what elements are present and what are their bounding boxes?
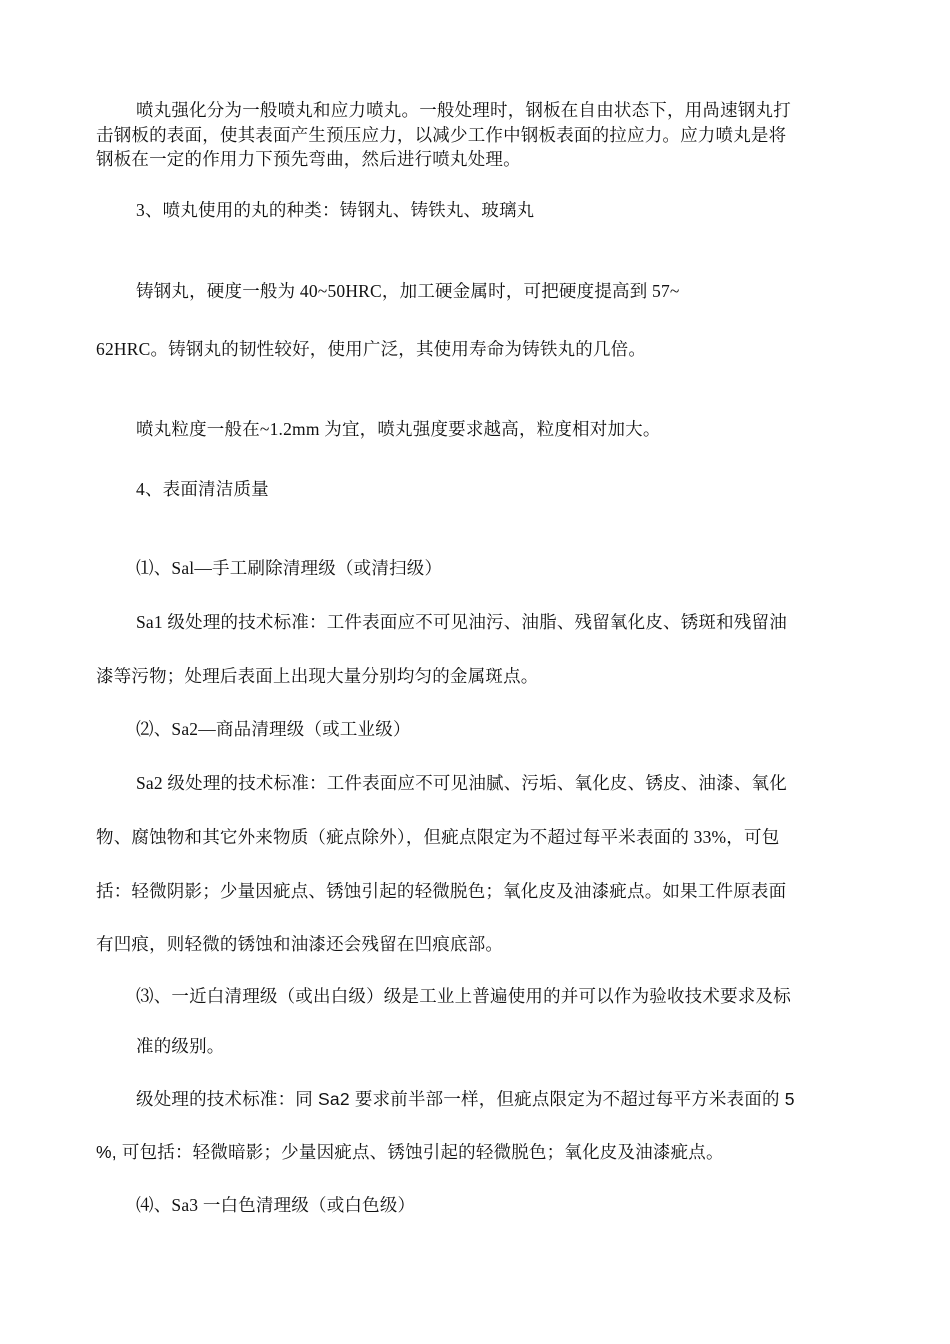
paragraph-line: 击钢板的表面，使其表面产生预压应力，以减少工作中钢板表面的拉应力。应力喷丸是将 [96,125,787,145]
paragraph-line: 喷丸强化分为一般喷丸和应力喷丸。一般处理时，钢板在自由状态下，用咼速钢丸打 [136,100,791,120]
subsection-heading: ⑶、一近白清理级（或出白级）级是工业上普遍使用的并可以作为验收技术要求及标 [136,986,791,1006]
paragraph-line: 物、腐蚀物和其它外来物质（疵点除外），但疵点限定为不超过每平米表面的 33%，可包 [96,827,780,847]
paragraph-line: 括：轻微阴影；少量因疵点、锈蚀引起的轻微脱色；氧化皮及油漆疵点。如果工件原表面 [96,881,787,901]
paragraph-line: Sa1 级处理的技术标准：工件表面应不可见油污、油脂、残留氧化皮、锈斑和残留油 [136,612,787,632]
paragraph-line: 准的级别。 [136,1036,225,1056]
subsection-heading: ⑷、Sa3 一白色清理级（或白色级） [136,1195,416,1215]
section-heading: 4、表面清洁质量 [136,479,269,499]
paragraph-line: 钢板在一定的作用力下预先弯曲，然后进行喷丸处理。 [96,149,521,169]
subsection-heading: ⑴、Sal—手工刷除清理级（或清扫级） [136,558,443,578]
paragraph-line: 级处理的技术标准：同 Sa2 要求前半部一样，但疵点限定为不超过每平方米表面的 5 [136,1089,795,1109]
paragraph-line: 62HRC。铸钢丸的韧性较好，使用广泛，其使用寿命为铸铁丸的几倍。 [96,339,647,359]
paragraph-line: 喷丸粒度一般在~1.2mm 为宜，喷丸强度要求越高，粒度相对加大。 [136,419,661,439]
paragraph-line: 漆等污物；处理后表面上出现大量分别均匀的金属斑点。 [96,666,539,686]
subsection-heading: ⑵、Sa2—商品清理级（或工业级） [136,719,411,739]
paragraph-line: Sa2 级处理的技术标准：工件表面应不可见油腻、污垢、氧化皮、锈皮、油漆、氧化 [136,773,787,793]
paragraph-line: 有凹痕，则轻微的锈蚀和油漆还会残留在凹痕底部。 [96,934,504,954]
paragraph-line: %, 可包括：轻微暗影；少量因疵点、锈蚀引起的轻微脱色；氧化皮及油漆疵点。 [96,1142,724,1162]
paragraph-line: 铸钢丸，硬度一般为 40~50HRC，加工硬金属时，可把硬度提高到 57~ [136,281,680,301]
section-heading: 3、喷丸使用的丸的种类：铸钢丸、铸铁丸、玻璃丸 [136,200,535,220]
